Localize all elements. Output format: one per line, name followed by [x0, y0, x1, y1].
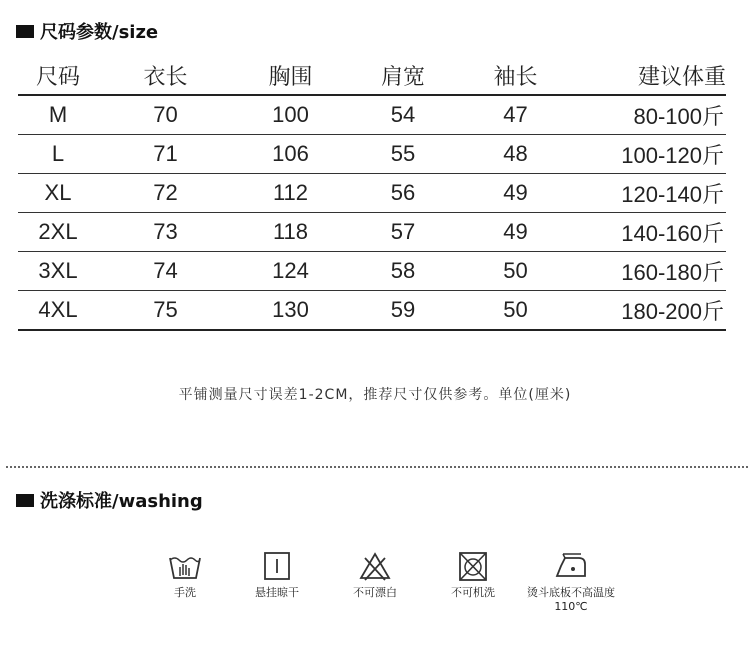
no-machine-wash-icon — [455, 550, 491, 582]
title-marker — [16, 25, 34, 38]
cell-sleeve: 49 — [458, 174, 573, 213]
table-header-row — [18, 56, 726, 95]
wash-label-no-bleach: 不可漂白 — [353, 586, 397, 599]
cell-length: 71 — [98, 135, 233, 174]
cell-chest: 100 — [233, 95, 348, 135]
cell-chest: 124 — [233, 252, 348, 291]
cell-weight: 140-160斤 — [573, 213, 726, 252]
table-row — [18, 252, 726, 291]
wash-section-title — [16, 487, 203, 513]
wash-item-iron — [526, 550, 616, 614]
size-title-text: 尺码参数/size — [40, 22, 159, 43]
table-row — [18, 174, 726, 213]
header-weight: 建议体重 — [573, 56, 726, 95]
header-shoulder: 肩宽 — [348, 56, 458, 95]
cell-weight: 160-180斤 — [573, 252, 726, 291]
table-row — [18, 95, 726, 135]
cell-length: 70 — [98, 95, 233, 135]
cell-chest: 118 — [233, 213, 348, 252]
header-chest: 胸围 — [233, 56, 348, 95]
cell-length: 74 — [98, 252, 233, 291]
measurement-note: 平铺测量尺寸误差1-2CM，推荐尺寸仅供参考。单位(厘米) — [178, 387, 572, 403]
wash-item-no-machine-wash — [428, 550, 518, 600]
cell-length: 73 — [98, 213, 233, 252]
table-row — [18, 135, 726, 174]
header-length: 衣长 — [98, 56, 233, 95]
cell-size: 3XL — [18, 252, 98, 291]
wash-label-iron: 烫斗底板不高温度110℃ — [527, 586, 615, 613]
table-row — [18, 213, 726, 252]
cell-size: L — [18, 135, 98, 174]
table-row — [18, 291, 726, 331]
cell-shoulder: 54 — [348, 95, 458, 135]
cell-sleeve: 48 — [458, 135, 573, 174]
cell-shoulder: 55 — [348, 135, 458, 174]
cell-shoulder: 57 — [348, 213, 458, 252]
title-marker — [16, 494, 34, 507]
dotted-divider — [6, 466, 748, 468]
cell-shoulder: 56 — [348, 174, 458, 213]
no-bleach-icon — [357, 550, 393, 582]
cell-weight: 100-120斤 — [573, 135, 726, 174]
iron-icon — [551, 550, 591, 582]
cell-length: 72 — [98, 174, 233, 213]
wash-item-no-bleach — [330, 550, 420, 600]
cell-shoulder: 58 — [348, 252, 458, 291]
cell-sleeve: 50 — [458, 252, 573, 291]
cell-weight: 80-100斤 — [573, 95, 726, 135]
wash-title-text: 洗涤标准/washing — [40, 491, 203, 512]
cell-chest: 106 — [233, 135, 348, 174]
wash-label-hang-dry: 悬挂晾干 — [255, 586, 299, 599]
cell-weight: 180-200斤 — [573, 291, 726, 331]
size-table — [18, 56, 726, 331]
wash-label-no-machine-wash: 不可机洗 — [451, 586, 495, 599]
cell-chest: 130 — [233, 291, 348, 331]
cell-sleeve: 47 — [458, 95, 573, 135]
header-sleeve: 袖长 — [458, 56, 573, 95]
cell-size: XL — [18, 174, 98, 213]
size-section-title — [16, 18, 158, 44]
cell-chest: 112 — [233, 174, 348, 213]
cell-size: 4XL — [18, 291, 98, 331]
cell-shoulder: 59 — [348, 291, 458, 331]
hand-wash-icon — [167, 550, 203, 582]
cell-sleeve: 50 — [458, 291, 573, 331]
wash-item-hand-wash — [140, 550, 230, 600]
cell-size: 2XL — [18, 213, 98, 252]
header-size: 尺码 — [18, 56, 98, 95]
hang-dry-icon — [259, 550, 295, 582]
cell-sleeve: 49 — [458, 213, 573, 252]
cell-weight: 120-140斤 — [573, 174, 726, 213]
wash-label-hand-wash: 手洗 — [174, 586, 196, 599]
wash-item-hang-dry — [232, 550, 322, 600]
cell-length: 75 — [98, 291, 233, 331]
cell-size: M — [18, 95, 98, 135]
